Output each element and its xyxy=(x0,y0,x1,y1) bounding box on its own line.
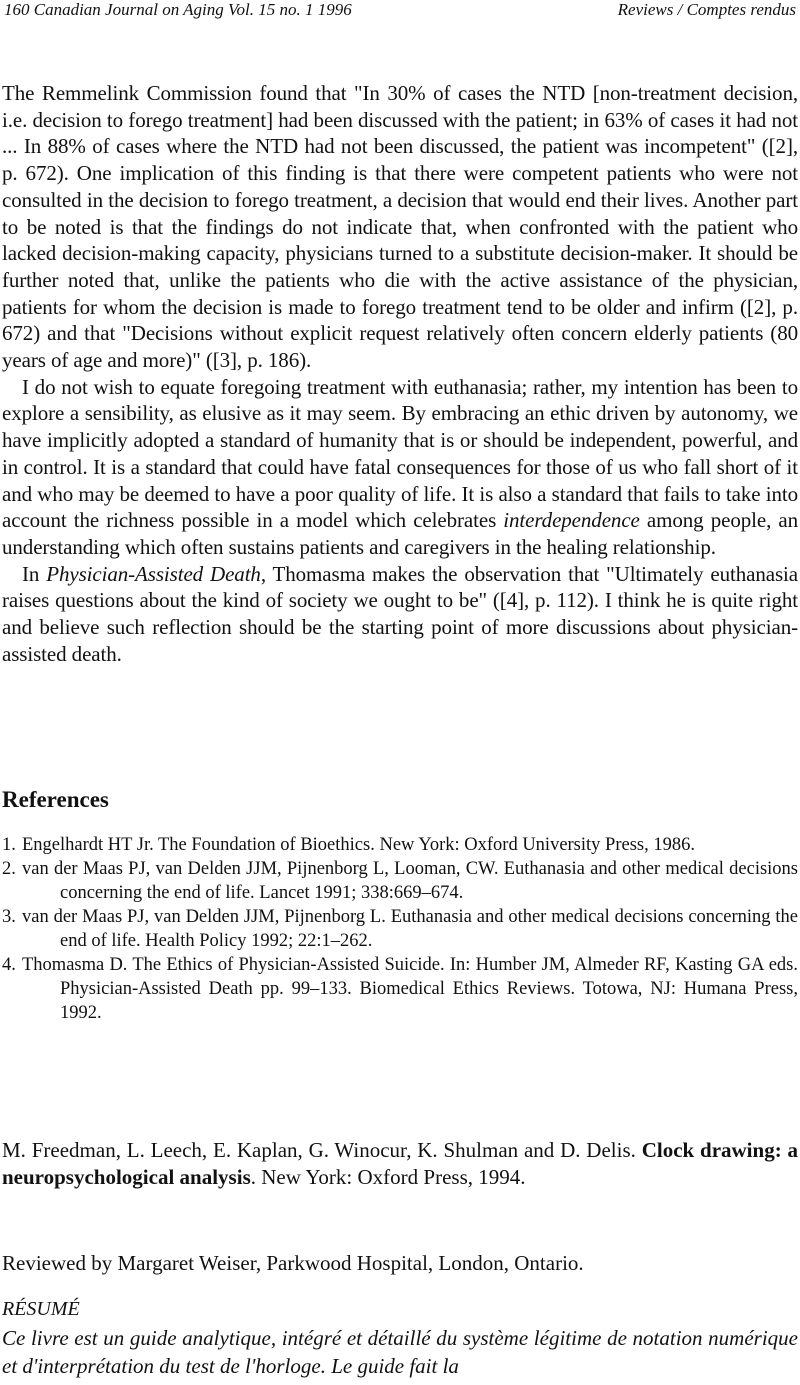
resume-heading: RÉSUMÉ xyxy=(2,1298,80,1320)
reference-item xyxy=(2,953,798,1025)
reference-text: van der Maas PJ, van Delden JJM, Pijnenborg L. Euthanasia and other medical decisions concerning the end of life. Health Policy 1992; 22:1–262. xyxy=(22,907,798,951)
reference-number: 3. xyxy=(2,907,16,927)
paragraph-3 xyxy=(2,561,798,668)
reference-text: Engelhardt HT Jr. The Foundation of Bioethics. New York: Oxford University Press, 1986. xyxy=(22,835,695,855)
paragraph-2-text-a: I do not wish to equate foregoing treatment with euthanasia; rather, my intention has been to explore a sensibility, as elusive as it may seem. By embracing an ethic driven by autonomy, we have implicitly adopted a standard of humanity that is or should be independent, powerful, and in control. It is a standard that could have fatal consequences for those of us who fall short of it and who may be deemed to have a poor quality of life. It is also a standard that fails to take into account the richness possible in a model which celebrates xyxy=(2,374,798,533)
paragraph-2 xyxy=(2,374,798,561)
references-list xyxy=(2,833,798,1025)
paragraph-3-text-b: , Thomasma makes the observation that "Ultimately euthanasia raises questions about the kind of society we ought to be" ([4], p. 112). I think he is quite right and believe such reflection should be the starting point of more discussions about physician-assisted death. xyxy=(2,561,798,666)
reference-item xyxy=(2,905,798,953)
reference-text: van der Maas PJ, van Delden JJM, Pijnenborg L, Looman, CW. Euthanasia and other medical decisions concerning the end of life. Lancet 1991; 338:669–674. xyxy=(22,859,798,903)
reference-number: 2. xyxy=(2,859,16,879)
paragraph-2-emphasis: interdependence xyxy=(503,508,640,533)
article-body xyxy=(2,80,798,667)
paragraph-2-text-b: among people, an understanding which often sustains patients and caregivers in the healing relationship. xyxy=(2,508,798,559)
running-head-right: Reviews / Comptes rendus xyxy=(617,0,796,19)
reviewer-line: Reviewed by Margaret Weiser, Parkwood Hospital, London, Ontario. xyxy=(2,1251,584,1275)
running-head-left: 160 Canadian Journal on Aging Vol. 15 no. 1 1996 xyxy=(4,0,352,19)
paragraph-3-text-a: In xyxy=(22,561,47,586)
paragraph-3-emphasis: Physician-Assisted Death xyxy=(46,561,261,586)
book-citation xyxy=(2,1137,798,1190)
references-heading: References xyxy=(2,787,109,812)
reference-text: Thomasma D. The Ethics of Physician-Assisted Suicide. In: Humber JM, Almeder RF, Kasting GA eds. Physician-Assisted Death pp. 99–133. Biomedical Ethics Reviews. Totowa, NJ: Humana Press, 1992. xyxy=(22,955,798,1023)
running-head xyxy=(4,0,796,22)
reference-item xyxy=(2,833,798,857)
book-authors: M. Freedman, L. Leech, E. Kaplan, G. Winocur, K. Shulman and D. Delis. xyxy=(2,1138,636,1162)
book-publisher: . New York: Oxford Press, 1994. xyxy=(250,1164,526,1189)
paragraph-1: The Remmelink Commission found that "In 30% of cases the NTD [non-treatment decision, i.e. decision to forego treatment] had been discussed with the patient; in 63% of cases it had not ... In 88% of cases where the NTD had not been discussed, the patient was incompetent" ([2], p. 672). One implication of this finding is that there were competent patients who were not consulted in the decision to forego treatment, a decision that would end their lives. Another part to be noted is that the findings do not indicate that, when confronted with the patient who lacked decision-making capacity, physicians turned to a substitute decision-maker. It should be further noted that, unlike the patients who die with the active assistance of the physician, patients for whom the decision is made to forego treatment tend to be older and infirm ([2], p. 672) and that "Decisions without explicit request relatively often concern elderly patients (80 years of age and more)" ([3], p. 186). xyxy=(2,81,798,373)
reference-number: 4. xyxy=(2,955,16,975)
reference-number: 1. xyxy=(2,835,16,855)
reference-item xyxy=(2,857,798,905)
book-title: Clock drawing: a neuropsychological analysis xyxy=(2,1138,798,1189)
resume-text: Ce livre est un guide analytique, intégré et détaillé du système légitime de notation numérique et d'interprétation du test de l'horloge. Le guide fait la xyxy=(2,1326,798,1378)
